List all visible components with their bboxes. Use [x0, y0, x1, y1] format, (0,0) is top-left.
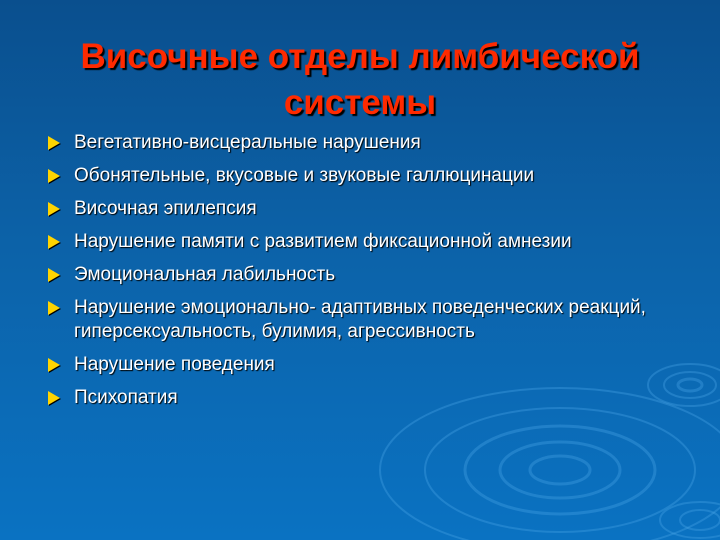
list-item-text: Височная эпилепсия — [74, 198, 257, 219]
list-item — [48, 386, 648, 410]
list-item — [48, 197, 648, 221]
list-item-text: Эмоциональная лабильность — [74, 264, 336, 285]
list-item-text: Психопатия — [74, 387, 178, 408]
list-item — [48, 296, 648, 344]
list-item-text: Вегетативно-висцеральные нарушения — [74, 132, 421, 153]
list-item-text: Нарушение поведения — [74, 354, 275, 375]
list-item-text: Нарушение эмоционально- адаптивных поведенческих реакций, гиперсексуальность, булимия, агрессивность — [74, 297, 646, 342]
list-item-text: Нарушение памяти с развитием фиксационной амнезии — [74, 231, 572, 252]
triangle-right-icon — [48, 235, 60, 249]
bullet-list — [48, 131, 648, 419]
triangle-right-icon — [48, 136, 60, 150]
triangle-right-icon — [48, 301, 60, 315]
list-item — [48, 164, 648, 188]
triangle-right-icon — [48, 358, 60, 372]
triangle-right-icon — [48, 391, 60, 405]
slide-title: Височные отделы лимбической системы — [80, 37, 640, 122]
triangle-right-icon — [48, 169, 60, 183]
list-item — [48, 131, 648, 155]
list-item — [48, 230, 648, 254]
list-item — [48, 263, 648, 287]
list-item-text: Обонятельные, вкусовые и звуковые галлюцинации — [74, 165, 535, 186]
list-item — [48, 353, 648, 377]
triangle-right-icon — [48, 202, 60, 216]
triangle-right-icon — [48, 268, 60, 282]
